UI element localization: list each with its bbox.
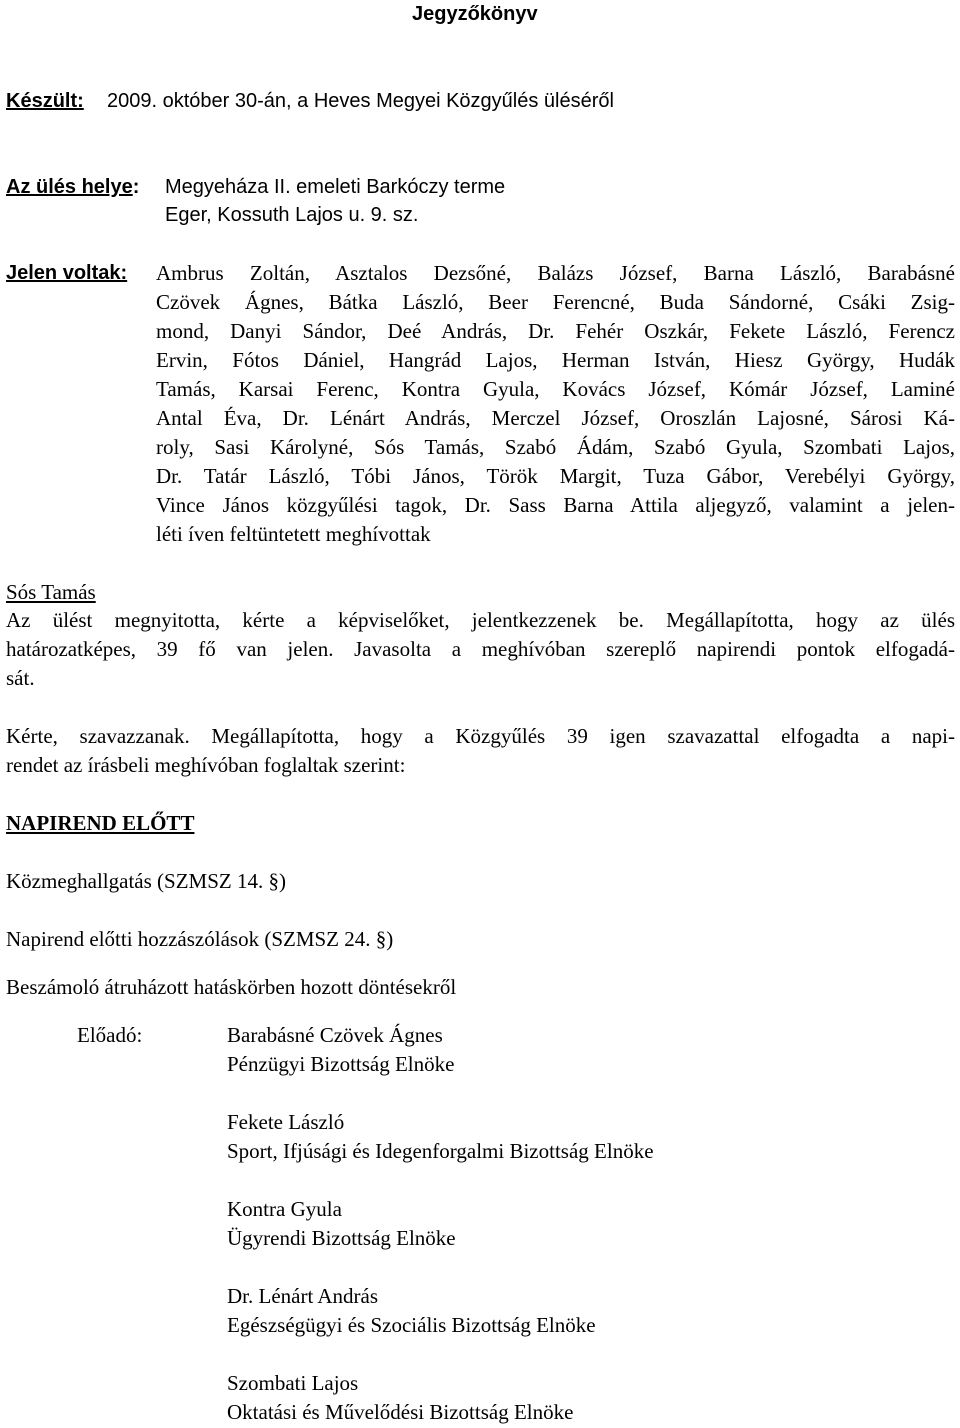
agenda-item: Beszámoló átruházott hatáskörben hozott döntésekről — [6, 975, 457, 999]
ules-helye-line2: Eger, Kossuth Lajos u. 9. sz. — [165, 204, 419, 226]
presenter-role: Oktatási és Művelődési Bizottság Elnöke — [227, 1400, 574, 1424]
ules-helye-colon: : — [132, 176, 140, 198]
attendee-line: Tamás, Karsai Ferenc, Kontra Gyula, Kovács József, Kómár József, Laminé — [156, 377, 955, 401]
attendee-line: mond, Danyi Sándor, Deé András, Dr. Fehér Oszkár, Fekete László, Ferencz — [156, 319, 955, 343]
presenter-name: Barabásné Czövek Ágnes — [227, 1023, 443, 1047]
paragraph-line: rendet az írásbeli meghívóban foglaltak szerint: — [6, 753, 406, 777]
jelen-voltak-label: Jelen voltak: — [6, 262, 128, 284]
ules-helye-label-text: Az ülés helye — [6, 176, 133, 198]
presenter-name: Fekete László — [227, 1110, 345, 1134]
attendee-line: Vince János közgyűlési tagok, Dr. Sass Barna Attila aljegyző, valamint a jelen- — [156, 493, 955, 517]
eloado-label: Előadó: — [77, 1023, 143, 1047]
paragraph-line: sát. — [6, 666, 35, 690]
napirend-elott-heading: NAPIREND ELŐTT — [6, 811, 195, 835]
presenter-name: Dr. Lénárt András — [227, 1284, 379, 1308]
attendee-line: Dr. Tatár László, Tóbi János, Török Margit, Tuza Gábor, Verebélyi György, — [156, 464, 955, 488]
attendee-line: Ervin, Fótos Dániel, Hangrád Lajos, Herman István, Hiesz György, Hudák — [156, 348, 955, 372]
agenda-item: Napirend előtti hozzászólások (SZMSZ 24. §) — [6, 927, 394, 951]
presenter-role: Ügyrendi Bizottság Elnöke — [227, 1226, 456, 1250]
document-title: Jegyzőkönyv — [412, 3, 538, 25]
agenda-item: Közmeghallgatás (SZMSZ 14. §) — [6, 869, 286, 893]
keszult-value: 2009. október 30-án, a Heves Megyei Közgyűlés üléséről — [107, 90, 614, 112]
ules-helye-line1: Megyeháza II. emeleti Barkóczy terme — [165, 176, 506, 198]
attendee-line: Antal Éva, Dr. Lénárt András, Merczel József, Oroszlán Lajosné, Sárosi Ká- — [156, 406, 955, 430]
attendee-line: roly, Sasi Károlyné, Sós Tamás, Szabó Ádám, Szabó Gyula, Szombati Lajos, — [156, 435, 955, 459]
paragraph-line: Kérte, szavazzanak. Megállapította, hogy a Közgyűlés 39 igen szavazattal elfogadta a napi- — [6, 724, 955, 748]
presenter-name: Szombati Lajos — [227, 1371, 359, 1395]
presenter-role: Egészségügyi és Szociális Bizottság Elnöke — [227, 1313, 596, 1337]
speaker-name: Sós Tamás — [6, 580, 96, 604]
keszult-label: Készült: — [6, 90, 84, 112]
presenter-name: Kontra Gyula — [227, 1197, 342, 1221]
presenter-role: Pénzügyi Bizottság Elnöke — [227, 1052, 455, 1076]
paragraph-line: határozatképes, 39 fő van jelen. Javasolta a meghívóban szereplő napirendi pontok elfogadá- — [6, 637, 955, 661]
attendee-line: Czövek Ágnes, Bátka László, Beer Ferencné, Buda Sándorné, Csáki Zsig- — [156, 290, 955, 314]
attendee-line: Ambrus Zoltán, Asztalos Dezsőné, Balázs József, Barna László, Barabásné — [156, 261, 955, 285]
attendee-line: léti íven feltüntetett meghívottak — [156, 522, 431, 546]
ules-helye-label — [6, 173, 139, 202]
paragraph-line: Az ülést megnyitotta, kérte a képviselőket, jelentkezzenek be. Megállapította, hogy az ülés — [6, 608, 955, 632]
presenter-role: Sport, Ifjúsági és Idegenforgalmi Bizottság Elnöke — [227, 1139, 654, 1163]
